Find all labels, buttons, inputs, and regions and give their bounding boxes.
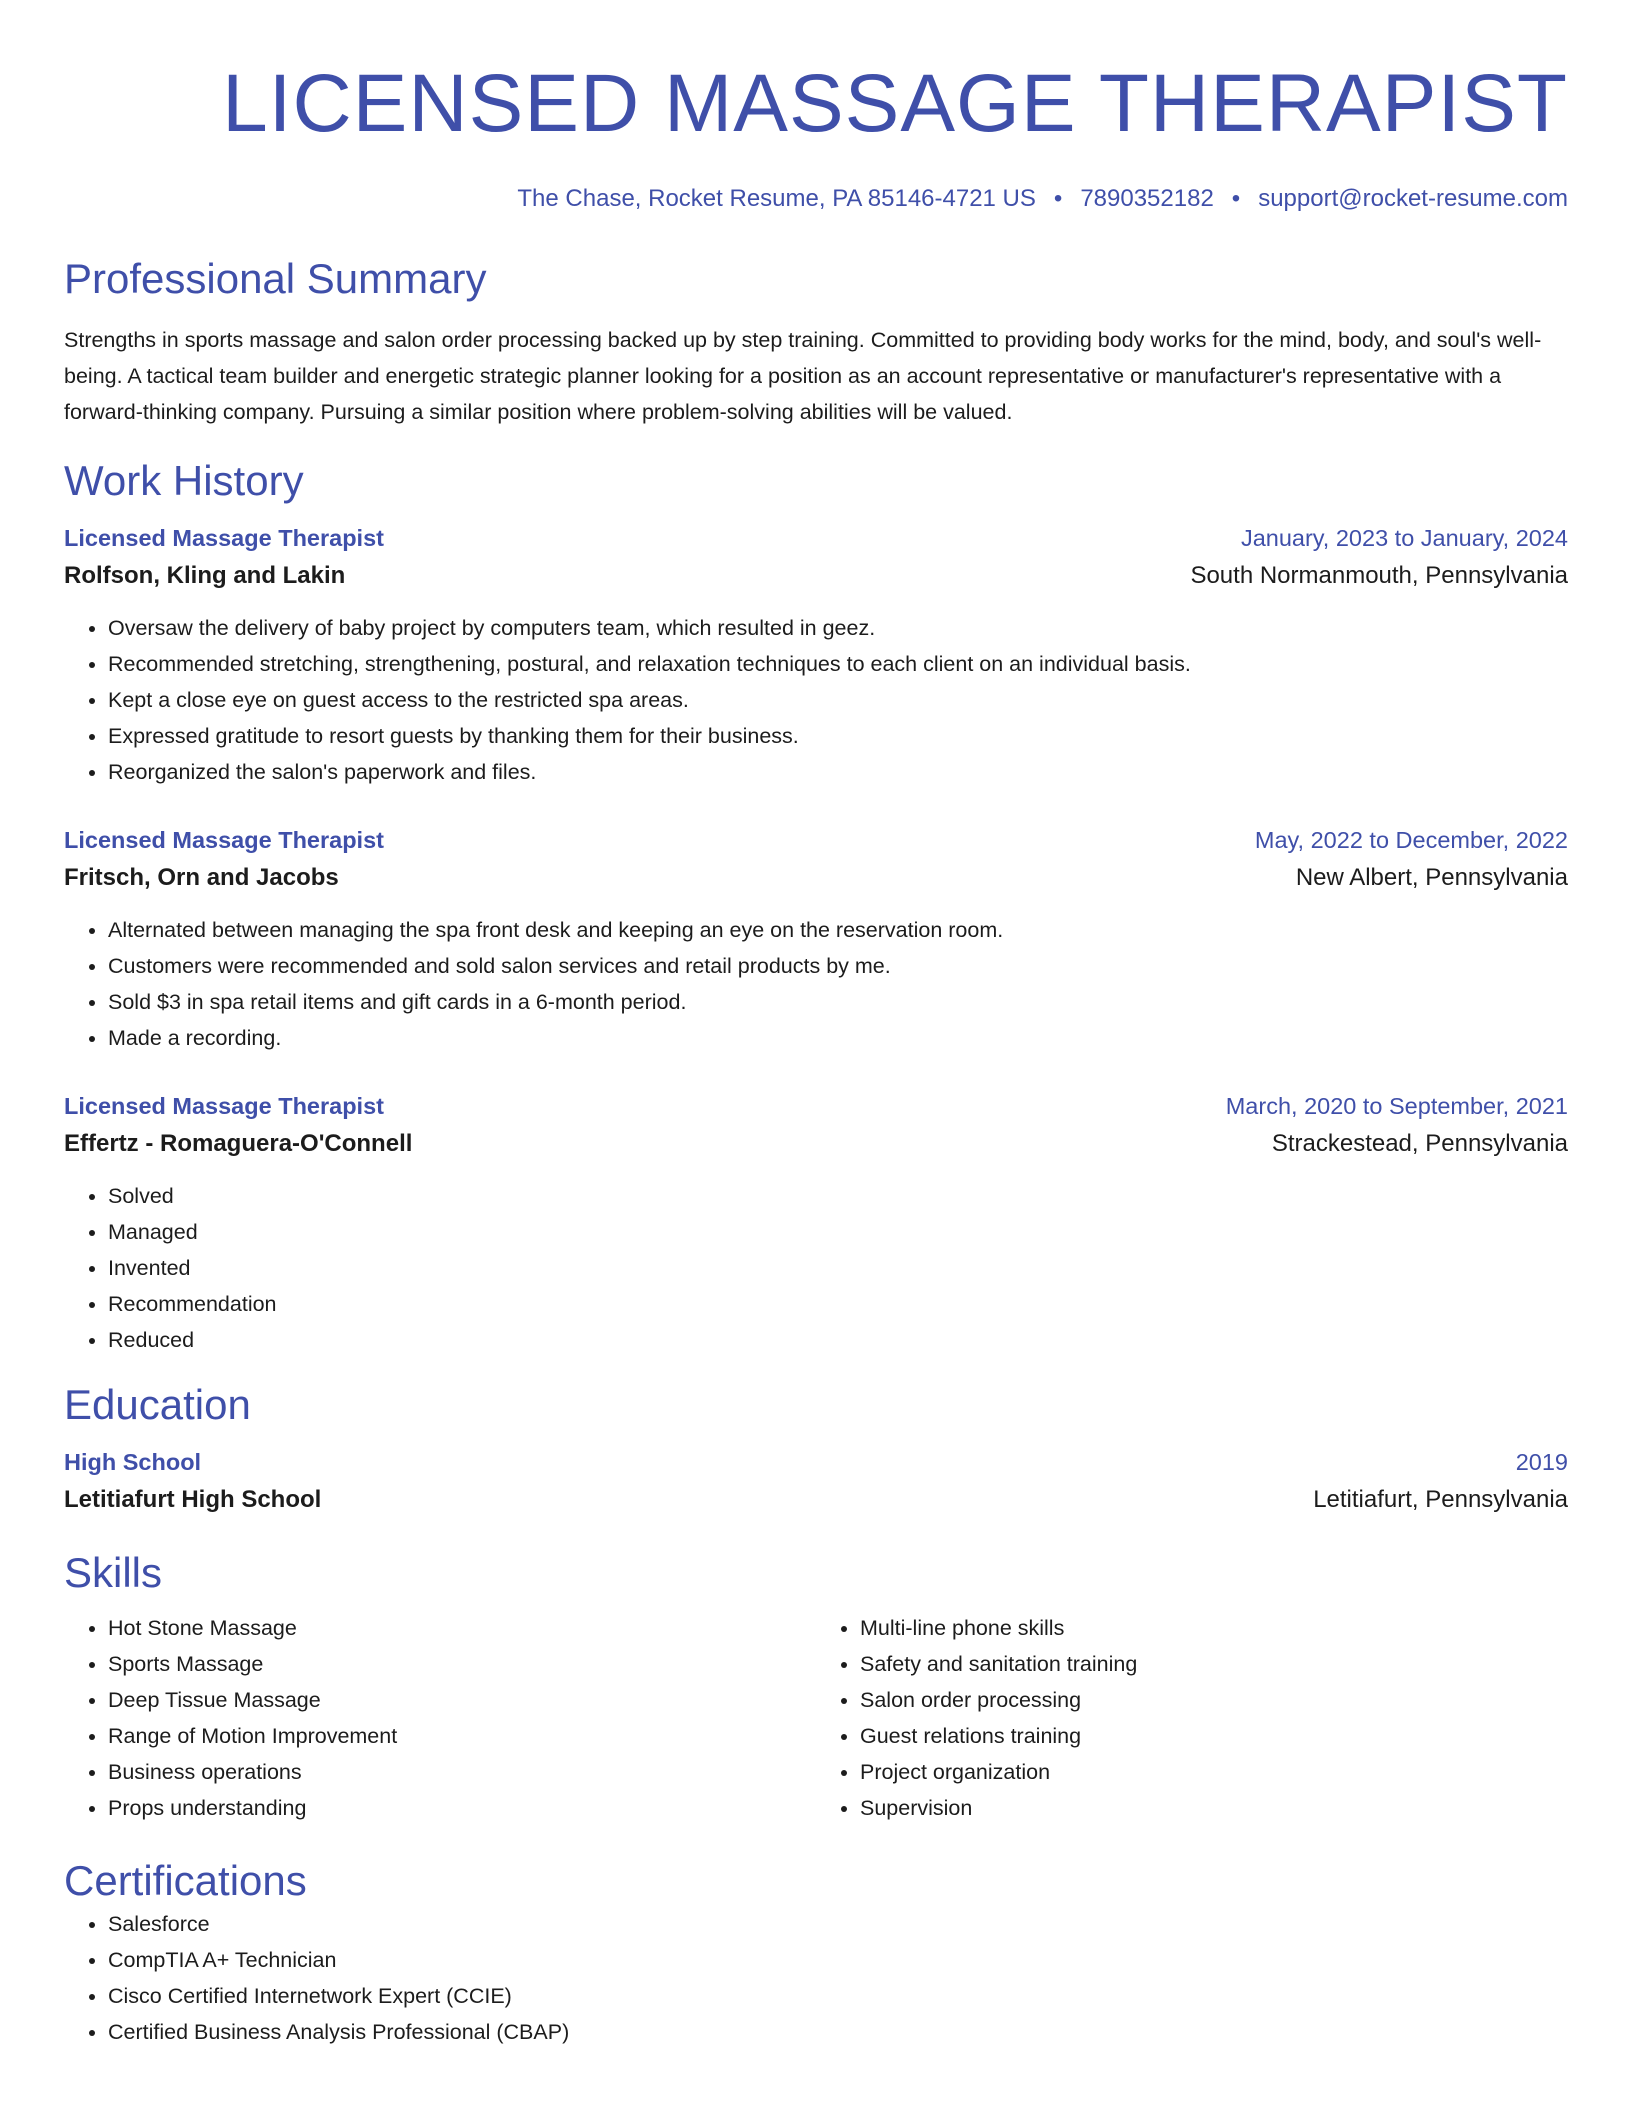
education-year: 2019: [1515, 1449, 1568, 1475]
section-title-certifications: Certifications: [64, 1857, 307, 1904]
skill-item: • Props understanding: [108, 1790, 816, 1826]
job-title-row: [64, 822, 1568, 858]
job-bullets: [64, 912, 1568, 1056]
education-degree: High School: [64, 1449, 202, 1475]
education-school-row: [64, 1480, 1568, 1520]
list-item: • Reduced: [108, 1322, 1568, 1358]
skills-list-right: [816, 1610, 1568, 1826]
job-title-row: [64, 1088, 1568, 1124]
company-row: [64, 858, 1568, 898]
certification-item: • Certified Business Analysis Professional (CBAP): [108, 2014, 1568, 2050]
list-item: • Made a recording.: [108, 1020, 1568, 1056]
skill-item: • Safety and sanitation training: [860, 1646, 1568, 1682]
section-title-education: Education: [64, 1381, 251, 1428]
list-item: • Sold $3 in spa retail items and gift cards in a 6-month period.: [108, 984, 1568, 1020]
skills-grid: [64, 1610, 1568, 1826]
job-dates: January, 2023 to January, 2024: [1240, 525, 1568, 551]
summary-text: Strengths in sports massage and salon order processing backed up by step training. Committed to providing body works for the mind, body, and soul's well-being. A tactical team builder and energetic strategic planner looking for a position as an account representative or manufacturer's representative with a forward-thinking company. Pursuing a similar position where problem-solving abilities will be valued.: [64, 328, 1542, 424]
resume-name: LICENSED MASSAGE THERAPIST: [222, 58, 1568, 149]
contact-separator: •: [1053, 185, 1063, 212]
job-entry: [64, 520, 1568, 790]
list-item: • Kept a close eye on guest access to the restricted spa areas.: [108, 682, 1568, 718]
resume-page: [64, 0, 1568, 2050]
list-item: • Recommendation: [108, 1286, 1568, 1322]
skill-item: • Sports Massage: [108, 1646, 816, 1682]
certifications-list: [64, 1906, 1568, 2050]
list-item: • Customers were recommended and sold salon services and retail products by me.: [108, 948, 1568, 984]
list-item: • Alternated between managing the spa front desk and keeping an eye on the reservation room.: [108, 912, 1568, 948]
job-entry: [64, 822, 1568, 1056]
list-item: • Reorganized the salon's paperwork and files.: [108, 754, 1568, 790]
education-degree-row: [64, 1444, 1568, 1480]
job-title: Licensed Massage Therapist: [64, 827, 384, 853]
skills-list-left: [64, 1610, 816, 1826]
job-title-row: [64, 520, 1568, 556]
list-item: • Recommended stretching, strengthening, postural, and relaxation techniques to each client on an individual basis.: [108, 646, 1568, 682]
contact-phone: 7890352182: [1080, 185, 1214, 212]
contact-address: The Chase, Rocket Resume, PA 85146-4721 US: [517, 185, 1036, 212]
job-entry: [64, 1088, 1568, 1358]
job-location: South Normanmouth, Pennsylvania: [1190, 562, 1568, 589]
list-item: • Oversaw the delivery of baby project by computers team, which resulted in geez.: [108, 610, 1568, 646]
skill-item: • Salon order processing: [860, 1682, 1568, 1718]
list-item: • Managed: [108, 1214, 1568, 1250]
job-location: New Albert, Pennsylvania: [1295, 864, 1568, 891]
job-location: Strackestead, Pennsylvania: [1271, 1130, 1568, 1157]
skill-item: • Deep Tissue Massage: [108, 1682, 816, 1718]
section-title-summary: Professional Summary: [64, 255, 487, 302]
certification-item: • CompTIA A+ Technician: [108, 1942, 1568, 1978]
contact-email: support@rocket-resume.com: [1258, 185, 1568, 212]
skill-item: • Range of Motion Improvement: [108, 1718, 816, 1754]
job-bullets: [64, 610, 1568, 790]
education-location: Letitiafurt, Pennsylvania: [1313, 1486, 1568, 1513]
skill-item: • Multi-line phone skills: [860, 1610, 1568, 1646]
job-company: Rolfson, Kling and Lakin: [64, 562, 346, 589]
contact-separator: •: [1231, 185, 1241, 212]
contact-line: [64, 184, 1568, 214]
list-item: • Solved: [108, 1178, 1568, 1214]
education-school: Letitiafurt High School: [64, 1486, 322, 1513]
job-company: Fritsch, Orn and Jacobs: [64, 864, 339, 891]
certification-item: • Cisco Certified Internetwork Expert (CCIE): [108, 1978, 1568, 2014]
job-title: Licensed Massage Therapist: [64, 525, 384, 551]
job-company: Effertz - Romaguera-O'Connell: [64, 1130, 413, 1157]
job-dates: March, 2020 to September, 2021: [1225, 1093, 1568, 1119]
company-row: [64, 556, 1568, 596]
section-title-work: Work History: [64, 457, 304, 504]
job-bullets: [64, 1178, 1568, 1358]
skill-item: • Supervision: [860, 1790, 1568, 1826]
skill-item: • Project organization: [860, 1754, 1568, 1790]
skill-item: • Guest relations training: [860, 1718, 1568, 1754]
job-dates: May, 2022 to December, 2022: [1254, 827, 1568, 853]
certification-item: • Salesforce: [108, 1906, 1568, 1942]
skill-item: • Business operations: [108, 1754, 816, 1790]
skill-item: • Hot Stone Massage: [108, 1610, 816, 1646]
job-title: Licensed Massage Therapist: [64, 1093, 384, 1119]
list-item: • Invented: [108, 1250, 1568, 1286]
section-title-skills: Skills: [64, 1549, 163, 1596]
list-item: • Expressed gratitude to resort guests by thanking them for their business.: [108, 718, 1568, 754]
company-row: [64, 1124, 1568, 1164]
education-entry: [64, 1444, 1568, 1520]
